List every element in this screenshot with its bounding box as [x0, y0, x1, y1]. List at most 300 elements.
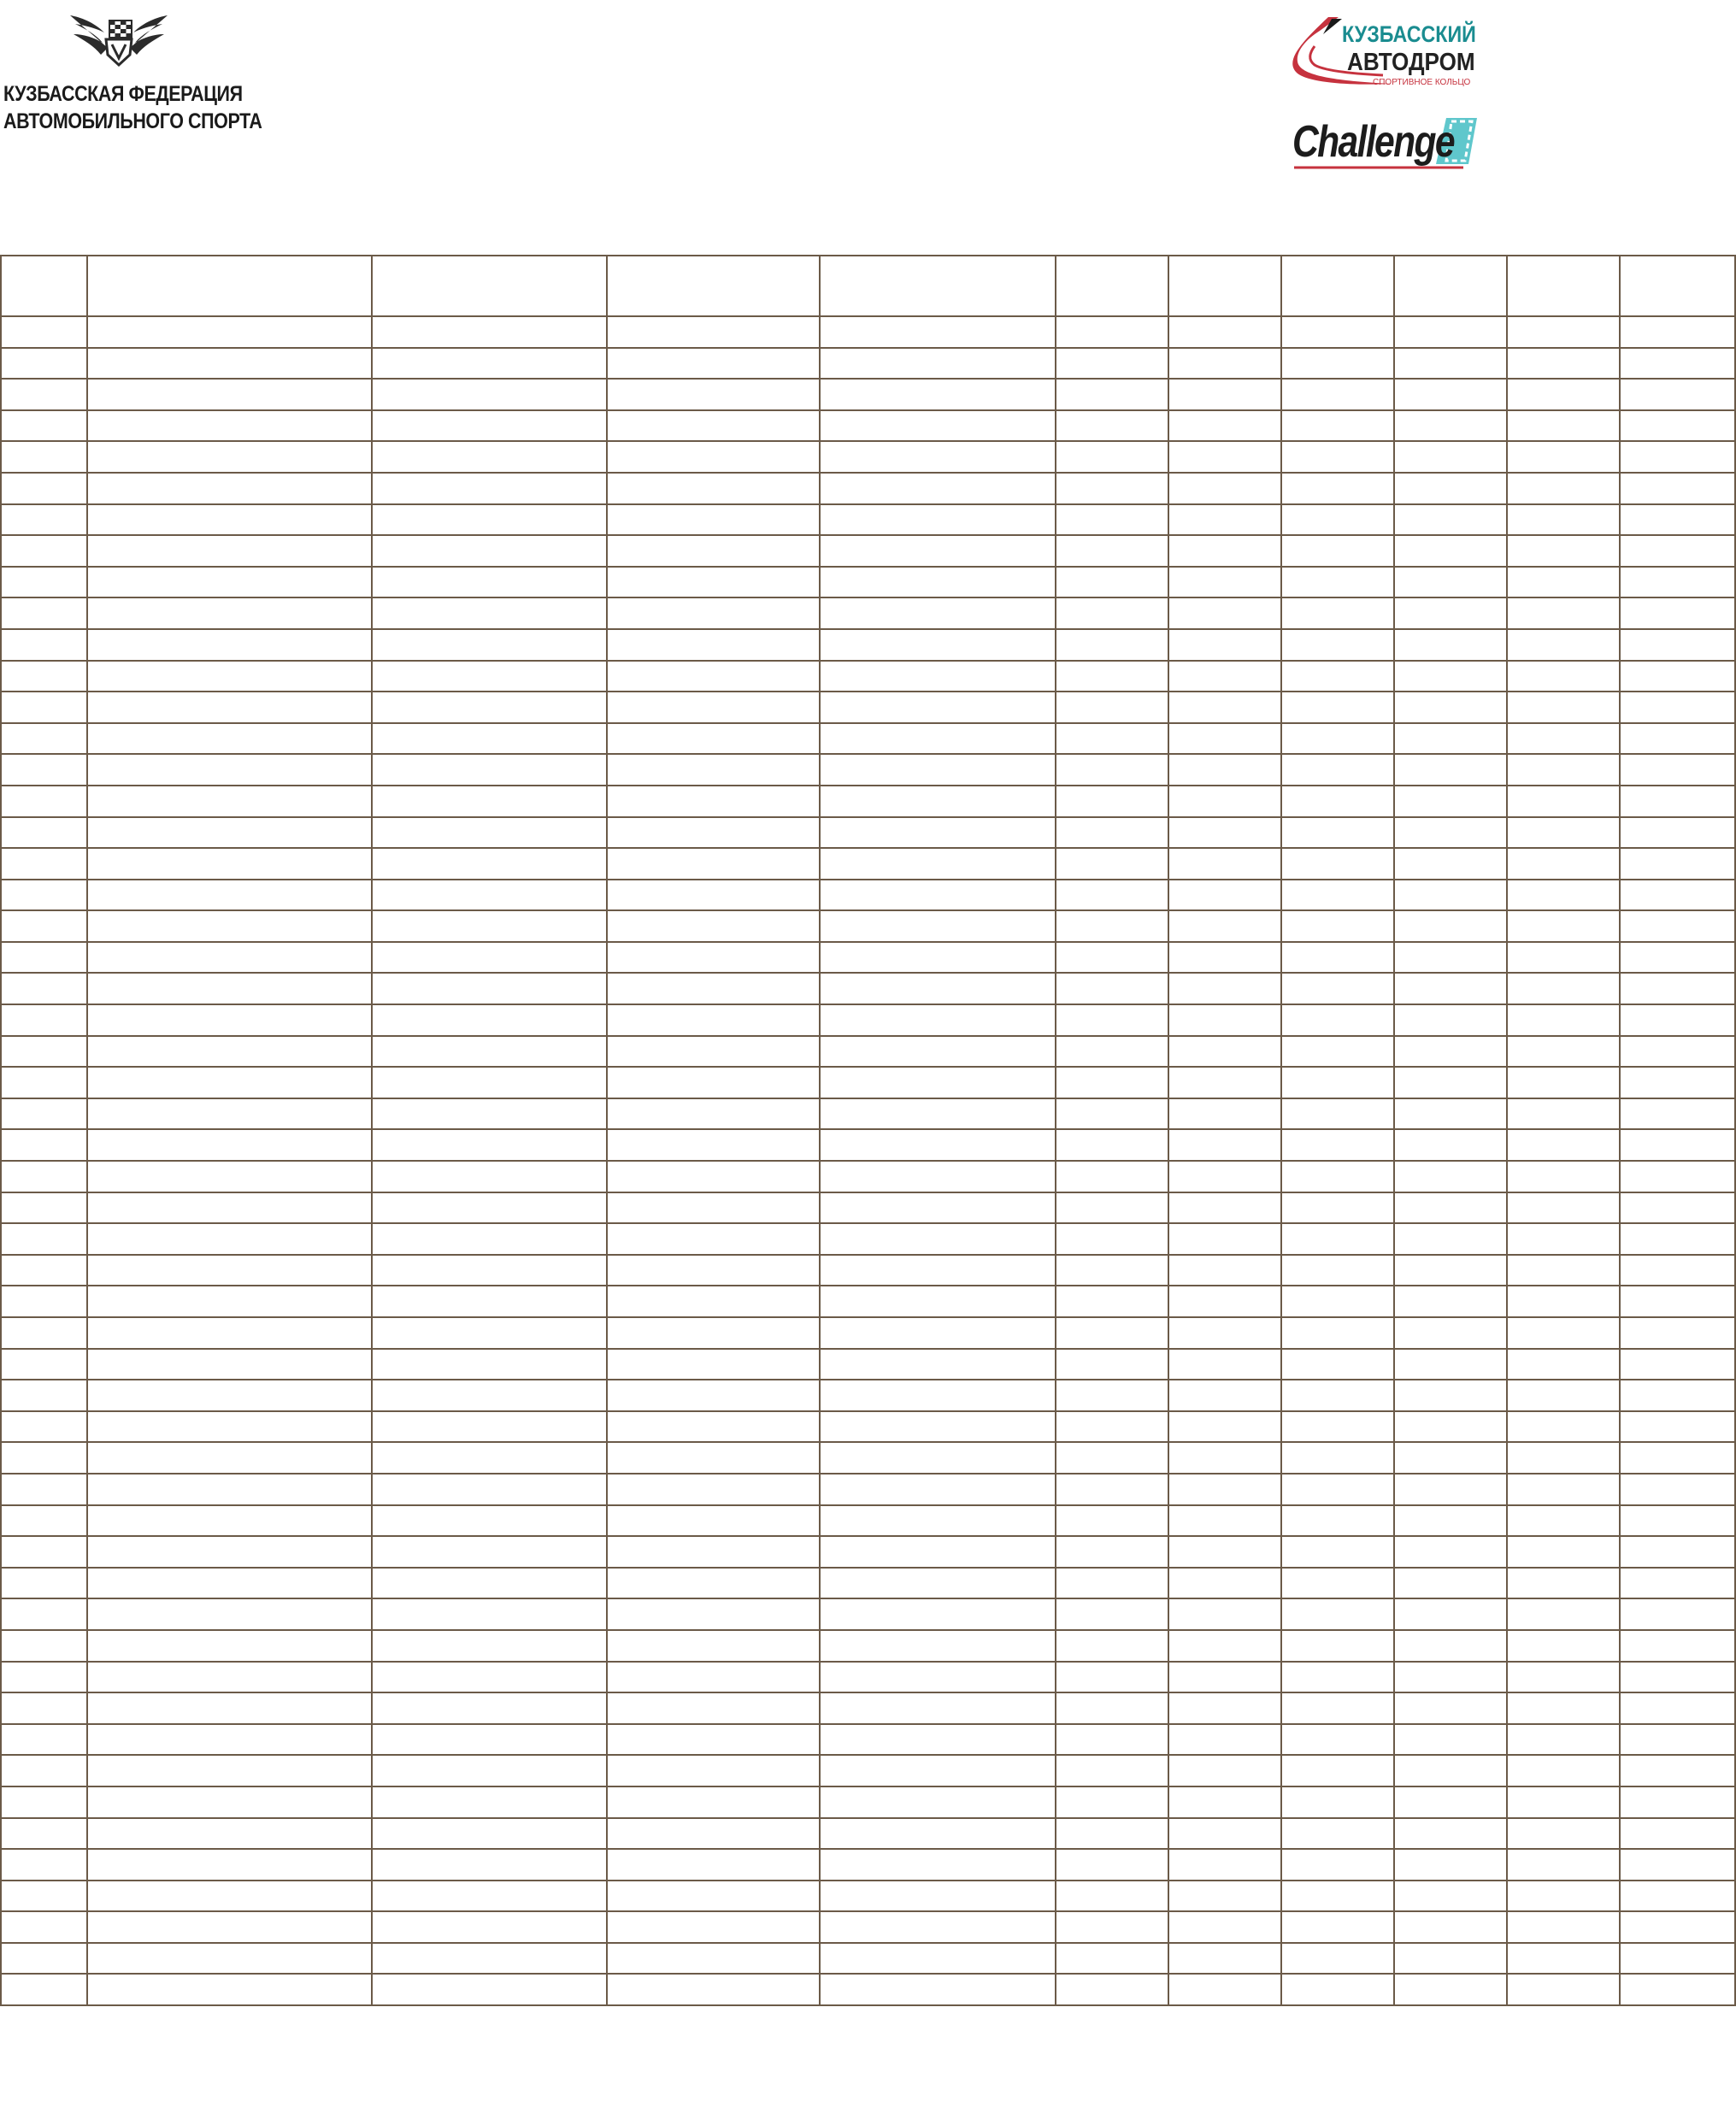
- table-cell: [1, 1004, 87, 1036]
- table-cell: [820, 848, 1056, 880]
- table-cell: [1056, 1911, 1168, 1943]
- table-cell: [1, 1536, 87, 1568]
- table-cell: [1168, 1317, 1281, 1349]
- table-cell: [607, 379, 820, 410]
- table-cell: [1281, 1223, 1394, 1255]
- table-cell: [607, 1317, 820, 1349]
- table-cell: [1056, 379, 1168, 410]
- table-cell: [372, 1161, 607, 1192]
- table-cell: [1056, 1881, 1168, 1912]
- table-cell: [87, 1724, 372, 1756]
- table-cell: [1056, 1536, 1168, 1568]
- table-cell: [1507, 1943, 1620, 1975]
- table-row: [1, 1598, 1735, 1630]
- table-cell: [1507, 1129, 1620, 1161]
- table-cell: [87, 973, 372, 1004]
- table-cell: [820, 1474, 1056, 1505]
- table-cell: [1507, 848, 1620, 880]
- table-cell: [1507, 1505, 1620, 1537]
- federation-logo: [3, 9, 262, 137]
- table-cell: [1620, 1974, 1735, 2005]
- table-cell: [1, 661, 87, 692]
- table-cell: [820, 316, 1056, 348]
- table-cell: [1, 597, 87, 629]
- table-cell: [1, 1598, 87, 1630]
- table-cell: [1281, 504, 1394, 536]
- table-cell: [1507, 629, 1620, 661]
- table-row: [1, 473, 1735, 504]
- table-cell: [1281, 1849, 1394, 1881]
- table-cell: [1168, 1724, 1281, 1756]
- table-cell: [1394, 348, 1507, 380]
- table-cell: [1394, 1943, 1507, 1975]
- table-cell: [607, 1255, 820, 1286]
- table-cell: [1507, 723, 1620, 755]
- table-row: [1, 1662, 1735, 1693]
- table-cell: [87, 1755, 372, 1786]
- table-cell: [1281, 1411, 1394, 1443]
- track-subtitle: СПОРТИВНОЕ КОЛЬЦО: [1373, 78, 1471, 87]
- table-cell: [1394, 1818, 1507, 1850]
- table-cell: [1, 1098, 87, 1130]
- table-cell: [820, 1662, 1056, 1693]
- table-cell: [87, 348, 372, 380]
- table-cell: [1056, 316, 1168, 348]
- table-cell: [1281, 1630, 1394, 1662]
- table-cell: [372, 597, 607, 629]
- table-cell: [87, 1442, 372, 1474]
- table-cell: [1, 1067, 87, 1098]
- table-cell: [1, 1474, 87, 1505]
- table-cell: [1281, 567, 1394, 598]
- table-cell: [607, 504, 820, 536]
- table-cell: [820, 1536, 1056, 1568]
- table-cell: [1394, 1067, 1507, 1098]
- table-cell: [820, 1317, 1056, 1349]
- table-cell: [1, 1724, 87, 1756]
- table-cell: [1, 848, 87, 880]
- table-cell: [87, 1067, 372, 1098]
- table-cell: [372, 1881, 607, 1912]
- table-cell: [1394, 1662, 1507, 1693]
- table-cell: [1168, 786, 1281, 817]
- table-row: [1, 1474, 1735, 1505]
- table-cell: [1168, 504, 1281, 536]
- table-cell: [1168, 1943, 1281, 1975]
- table-cell: [1507, 256, 1620, 316]
- table-cell: [87, 1662, 372, 1693]
- table-cell: [1507, 473, 1620, 504]
- table-cell: [1394, 1380, 1507, 1411]
- table-cell: [1507, 1662, 1620, 1693]
- table-cell: [1, 1849, 87, 1881]
- table-row: [1, 1692, 1735, 1724]
- table-cell: [1, 973, 87, 1004]
- table-cell: [607, 1881, 820, 1912]
- table-cell: [607, 1755, 820, 1786]
- table-cell: [820, 441, 1056, 473]
- table-cell: [1, 1286, 87, 1317]
- kuzbass-autodrom-logo: [1289, 12, 1480, 94]
- table-cell: [607, 1286, 820, 1317]
- table-cell: [1, 1442, 87, 1474]
- table-cell: [87, 1036, 372, 1068]
- table-cell: [1394, 692, 1507, 723]
- table-cell: [1394, 1568, 1507, 1599]
- table-cell: [1056, 1255, 1168, 1286]
- table-cell: [87, 1286, 372, 1317]
- table-cell: [1, 942, 87, 974]
- table-cell: [1056, 1818, 1168, 1850]
- table-row: [1, 1818, 1735, 1850]
- table-cell: [1620, 1129, 1735, 1161]
- table-cell: [1281, 1881, 1394, 1912]
- table-cell: [820, 973, 1056, 1004]
- table-cell: [1, 1255, 87, 1286]
- table-cell: [1394, 1317, 1507, 1349]
- table-cell: [607, 1442, 820, 1474]
- table-cell: [1394, 567, 1507, 598]
- table-cell: [1620, 1786, 1735, 1818]
- table-cell: [1507, 1536, 1620, 1568]
- table-row: [1, 1849, 1735, 1881]
- table-cell: [372, 1598, 607, 1630]
- table-cell: [1620, 1380, 1735, 1411]
- table-cell: [607, 1598, 820, 1630]
- table-cell: [820, 410, 1056, 442]
- table-cell: [1394, 817, 1507, 849]
- table-cell: [607, 597, 820, 629]
- table-cell: [1394, 1161, 1507, 1192]
- table-cell: [1507, 786, 1620, 817]
- table-row: [1, 1630, 1735, 1662]
- table-cell: [1168, 1442, 1281, 1474]
- table-cell: [1507, 441, 1620, 473]
- table-cell: [607, 1349, 820, 1380]
- table-cell: [820, 1911, 1056, 1943]
- table-cell: [1, 441, 87, 473]
- table-cell: [1056, 504, 1168, 536]
- table-cell: [1, 1192, 87, 1224]
- table-cell: [1507, 1974, 1620, 2005]
- table-cell: [1620, 256, 1735, 316]
- table-cell: [607, 1911, 820, 1943]
- table-cell: [1281, 1004, 1394, 1036]
- table-cell: [1281, 1317, 1394, 1349]
- table-cell: [820, 754, 1056, 786]
- table-cell: [1620, 316, 1735, 348]
- table-cell: [1281, 1911, 1394, 1943]
- table-cell: [372, 942, 607, 974]
- table-cell: [1507, 1568, 1620, 1599]
- table-row: [1, 1442, 1735, 1474]
- table-cell: [1394, 1192, 1507, 1224]
- table-cell: [372, 1098, 607, 1130]
- table-cell: [87, 1411, 372, 1443]
- table-cell: [1620, 1818, 1735, 1850]
- table-cell: [1620, 1317, 1735, 1349]
- table-cell: [1620, 1036, 1735, 1068]
- table-cell: [372, 723, 607, 755]
- table-cell: [1, 1380, 87, 1411]
- table-cell: [87, 1943, 372, 1975]
- table-cell: [372, 1380, 607, 1411]
- table-row: [1, 1536, 1735, 1568]
- table-cell: [372, 473, 607, 504]
- table-cell: [1, 880, 87, 911]
- table-cell: [87, 1255, 372, 1286]
- table-row: [1, 1161, 1735, 1192]
- table-cell: [87, 1129, 372, 1161]
- table-cell: [1056, 1442, 1168, 1474]
- table-cell: [820, 567, 1056, 598]
- table-cell: [372, 1974, 607, 2005]
- table-cell: [1394, 1974, 1507, 2005]
- table-cell: [820, 1724, 1056, 1756]
- table-cell: [372, 348, 607, 380]
- table-cell: [820, 786, 1056, 817]
- table-cell: [87, 848, 372, 880]
- table-cell: [1168, 1786, 1281, 1818]
- table-row: [1, 661, 1735, 692]
- table-cell: [1394, 410, 1507, 442]
- table-cell: [372, 1692, 607, 1724]
- table-cell: [1168, 942, 1281, 974]
- table-cell: [372, 817, 607, 849]
- table-cell: [1, 1129, 87, 1161]
- table-cell: [1, 473, 87, 504]
- table-cell: [1620, 1692, 1735, 1724]
- table-cell: [1, 1568, 87, 1599]
- table-cell: [1394, 1098, 1507, 1130]
- table-cell: [1507, 535, 1620, 567]
- table-row: [1, 316, 1735, 348]
- table-cell: [87, 661, 372, 692]
- table-cell: [820, 1067, 1056, 1098]
- table-cell: [87, 880, 372, 911]
- table-cell: [1168, 1505, 1281, 1537]
- table-cell: [1620, 1911, 1735, 1943]
- table-cell: [1168, 410, 1281, 442]
- table-row: [1, 1036, 1735, 1068]
- table-cell: [1620, 661, 1735, 692]
- table-cell: [87, 567, 372, 598]
- table-row: [1, 1974, 1735, 2005]
- table-cell: [820, 1630, 1056, 1662]
- table-cell: [1281, 256, 1394, 316]
- table-cell: [607, 942, 820, 974]
- table-cell: [607, 880, 820, 911]
- table-cell: [1168, 692, 1281, 723]
- table-row: [1, 817, 1735, 849]
- table-cell: [1168, 535, 1281, 567]
- table-cell: [1, 504, 87, 536]
- table-cell: [607, 1474, 820, 1505]
- table-cell: [1507, 1349, 1620, 1380]
- table-cell: [1281, 1255, 1394, 1286]
- table-cell: [1281, 1129, 1394, 1161]
- table-cell: [1620, 1067, 1735, 1098]
- table-cell: [1394, 1786, 1507, 1818]
- table-cell: [1507, 1755, 1620, 1786]
- table-cell: [1056, 256, 1168, 316]
- table-cell: [372, 1255, 607, 1286]
- table-cell: [1056, 1004, 1168, 1036]
- federation-name-line1: КУЗБАССКАЯ ФЕДЕРАЦИЯ: [3, 82, 243, 106]
- table-cell: [607, 410, 820, 442]
- table-cell: [1507, 1036, 1620, 1068]
- table-cell: [1620, 910, 1735, 942]
- table-cell: [607, 1223, 820, 1255]
- table-cell: [1, 1662, 87, 1693]
- track-name-line1: КУЗБАССКИЙ: [1342, 21, 1476, 47]
- table-cell: [1, 1223, 87, 1255]
- table-cell: [607, 786, 820, 817]
- table-cell: [1, 629, 87, 661]
- table-cell: [87, 473, 372, 504]
- table-cell: [1507, 692, 1620, 723]
- table-cell: [87, 1098, 372, 1130]
- table-cell: [1281, 1724, 1394, 1756]
- table-row: [1, 1380, 1735, 1411]
- table-cell: [1620, 1161, 1735, 1192]
- table-cell: [1, 256, 87, 316]
- table-cell: [820, 1411, 1056, 1443]
- table-cell: [1168, 973, 1281, 1004]
- table-cell: [607, 817, 820, 849]
- table-cell: [1620, 1004, 1735, 1036]
- table-cell: [820, 348, 1056, 380]
- table-row: [1, 1067, 1735, 1098]
- table-cell: [1507, 1411, 1620, 1443]
- table-cell: [1394, 535, 1507, 567]
- table-cell: [1281, 817, 1394, 849]
- table-cell: [1168, 1818, 1281, 1850]
- table-cell: [1620, 848, 1735, 880]
- table-cell: [1, 1974, 87, 2005]
- table-cell: [607, 1161, 820, 1192]
- table-row: [1, 1786, 1735, 1818]
- table-cell: [372, 1849, 607, 1881]
- table-cell: [1056, 1786, 1168, 1818]
- table-row: [1, 1943, 1735, 1975]
- table-cell: [1168, 629, 1281, 661]
- table-cell: [1281, 973, 1394, 1004]
- table-cell: [1507, 880, 1620, 911]
- table-cell: [1620, 348, 1735, 380]
- table-cell: [1281, 1098, 1394, 1130]
- table-cell: [1281, 848, 1394, 880]
- table-cell: [820, 1442, 1056, 1474]
- table-cell: [1620, 754, 1735, 786]
- table-cell: [87, 597, 372, 629]
- table-cell: [1168, 1536, 1281, 1568]
- table-cell: [607, 535, 820, 567]
- table-cell: [1507, 1223, 1620, 1255]
- table-cell: [1281, 754, 1394, 786]
- table-cell: [1507, 942, 1620, 974]
- table-cell: [1394, 1630, 1507, 1662]
- table-cell: [1394, 504, 1507, 536]
- table-cell: [87, 441, 372, 473]
- table-cell: [820, 1598, 1056, 1630]
- table-cell: [1394, 754, 1507, 786]
- table-cell: [372, 880, 607, 911]
- table-cell: [1394, 1036, 1507, 1068]
- table-row: [1, 973, 1735, 1004]
- table-cell: [607, 1505, 820, 1537]
- table-cell: [820, 1881, 1056, 1912]
- table-cell: [820, 1568, 1056, 1599]
- table-cell: [1620, 1536, 1735, 1568]
- table-cell: [1, 410, 87, 442]
- table-cell: [1, 1755, 87, 1786]
- table-cell: [820, 1223, 1056, 1255]
- table-cell: [87, 1349, 372, 1380]
- table-cell: [1, 1911, 87, 1943]
- table-cell: [607, 1662, 820, 1693]
- table-cell: [1507, 597, 1620, 629]
- table-cell: [1056, 1223, 1168, 1255]
- table-cell: [1507, 567, 1620, 598]
- table-cell: [1, 754, 87, 786]
- table-cell: [1056, 1411, 1168, 1443]
- table-row: [1, 1568, 1735, 1599]
- table-cell: [1620, 1349, 1735, 1380]
- table-cell: [87, 379, 372, 410]
- table-cell: [372, 1568, 607, 1599]
- table-cell: [1168, 316, 1281, 348]
- table-cell: [1507, 1724, 1620, 1756]
- table-cell: [1, 1505, 87, 1537]
- table-cell: [1168, 256, 1281, 316]
- table-cell: [1507, 817, 1620, 849]
- table-cell: [1281, 1755, 1394, 1786]
- table-cell: [1620, 1849, 1735, 1881]
- table-cell: [820, 1036, 1056, 1068]
- table-cell: [1, 567, 87, 598]
- table-cell: [1168, 1881, 1281, 1912]
- table-cell: [1, 348, 87, 380]
- table-cell: [1281, 316, 1394, 348]
- table-cell: [1394, 723, 1507, 755]
- table-cell: [1507, 410, 1620, 442]
- table-cell: [1281, 942, 1394, 974]
- table-cell: [607, 910, 820, 942]
- table-cell: [1281, 1818, 1394, 1850]
- table-cell: [820, 1818, 1056, 1850]
- table-cell: [1281, 1067, 1394, 1098]
- table-cell: [1168, 1692, 1281, 1724]
- table-cell: [87, 1630, 372, 1662]
- table-cell: [607, 1380, 820, 1411]
- table-cell: [1620, 692, 1735, 723]
- table-cell: [1394, 597, 1507, 629]
- table-cell: [1620, 567, 1735, 598]
- table-cell: [1056, 1036, 1168, 1068]
- table-cell: [1, 1161, 87, 1192]
- table-cell: [1620, 379, 1735, 410]
- table-cell: [820, 597, 1056, 629]
- table-cell: [1507, 1598, 1620, 1630]
- table-cell: [1620, 535, 1735, 567]
- table-cell: [607, 1974, 820, 2005]
- table-cell: [372, 379, 607, 410]
- table-cell: [372, 754, 607, 786]
- table-cell: [1507, 1286, 1620, 1317]
- challenge-logo: [1289, 113, 1482, 173]
- table-cell: [1, 316, 87, 348]
